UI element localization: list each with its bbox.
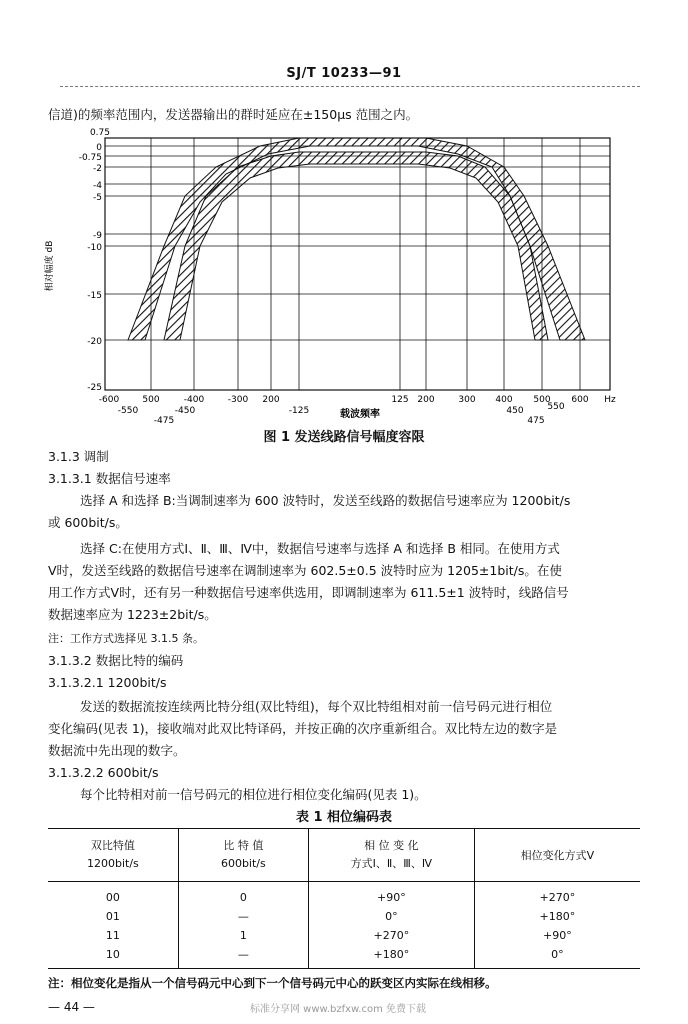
paragraph-line: Ⅴ时，发送至线路的数据信号速率在调制速率为 602.5±0.5 波特时应为 1205±1bit/s。在使 [48, 563, 562, 578]
x-tick-label: -600 [98, 395, 120, 405]
y-tick-label: -10 [87, 243, 102, 253]
x-axis-title: 载波频率 [340, 409, 380, 420]
y-tick-label: -0.75 [78, 153, 102, 163]
watermark: 标准分享网 www.bzfxw.com 免费下载 [250, 1004, 426, 1015]
x-tick-label: -300 [227, 395, 249, 405]
y-tick-label: 0.75 [89, 128, 110, 138]
y-tick-label: -9 [93, 231, 102, 241]
x-tick-label: 200 [417, 395, 435, 405]
y-tick-label: -20 [87, 337, 102, 347]
standard-number: SJ/T 10233—91 [286, 66, 402, 81]
table-title: 表 1 相位编码表 [295, 810, 393, 825]
section-heading-3-1-3-1: 3.1.3.1 数据信号速率 [48, 471, 171, 486]
paragraph-line: 选择 A 和选择 B:当调制速率为 600 波特时，发送至线路的数据信号速率应为 1200bit/s [80, 493, 571, 508]
header-divider [60, 86, 640, 87]
x-tick-label: 550 [547, 402, 565, 412]
page-number: — 44 — [48, 1000, 95, 1014]
x-tick-label: -125 [288, 406, 310, 416]
y-tick-label: -15 [87, 291, 102, 301]
table-header: 相 位 变 化 方式Ⅰ、Ⅱ、Ⅲ、Ⅳ [308, 829, 474, 882]
table-footnote: 注：相位变化是指从一个信号码元中心到下一个信号码元中心的跃变区内实际在线相移。 [48, 976, 497, 990]
section-heading-3-1-3: 3.1.3 调制 [48, 449, 109, 464]
y-tick-label: -25 [87, 383, 102, 393]
x-tick-label: 200 [262, 395, 280, 405]
y-tick-label: -5 [93, 193, 102, 203]
section-heading-3-1-3-2: 3.1.3.2 数据比特的编码 [48, 653, 184, 668]
paragraph-line: 每个比特相对前一信号码元的相位进行相位变化编码(见表 1)。 [80, 787, 427, 802]
x-tick-label: 450 [506, 406, 524, 416]
table-row: 01 — 0° +180° [48, 907, 640, 926]
x-tick-label: 475 [527, 416, 545, 426]
table-header: 双比特值 1200bit/s [48, 829, 178, 882]
table-row: 00 0 +90° +270° [48, 882, 640, 908]
paragraph-line: 选择 C:在使用方式Ⅰ、Ⅱ、Ⅲ、Ⅳ中，数据信号速率与选择 A 和选择 B 相同。在使用方式 [80, 541, 560, 556]
paragraph-line: 变化编码(见表 1)，接收端对此双比特译码，并按正确的次序重新组合。双比特左边的数字是 [48, 721, 558, 736]
x-tick-label: 500 [142, 395, 160, 405]
phase-encoding-table [48, 828, 640, 969]
amplitude-tolerance-chart [40, 126, 640, 426]
x-axis-unit: Hz [604, 395, 616, 405]
paragraph-line: 数据流中先出现的数字。 [48, 743, 186, 758]
intro-text: 信道)的频率范围内，发送器输出的群时延应在±150μs 范围之内。 [48, 107, 419, 122]
y-axis-title: 相对幅度 dB [45, 240, 55, 292]
paragraph-line: 数据速率应为 1223±2bit/s。 [48, 607, 217, 622]
x-tick-label: 500 [533, 395, 551, 405]
y-tick-label: -2 [93, 164, 102, 174]
table-row: 10 — +180° 0° [48, 945, 640, 969]
x-tick-label: -450 [174, 406, 196, 416]
table-row: 11 1 +270° +90° [48, 926, 640, 945]
paragraph-line: 或 600bit/s。 [48, 515, 128, 530]
table-header: 相位变化方式Ⅴ [474, 829, 640, 882]
figure-caption: 图 1 发送线路信号幅度容限 [263, 430, 425, 445]
x-tick-label: 400 [495, 395, 513, 405]
table-header: 比 特 值 600bit/s [178, 829, 308, 882]
x-tick-label: -475 [153, 416, 175, 426]
x-tick-label: 600 [571, 395, 589, 405]
paragraph-line: 发送的数据流按连续两比特分组(双比特组)，每个双比特组相对前一信号码元进行相位 [80, 699, 553, 714]
x-tick-label: -400 [183, 395, 205, 405]
x-tick-label: -550 [117, 406, 139, 416]
note-text: 注：工作方式选择见 3.1.5 条。 [48, 632, 204, 645]
section-heading-3-1-3-2-2: 3.1.3.2.2 600bit/s [48, 765, 159, 780]
x-tick-label: 300 [458, 395, 476, 405]
section-heading-3-1-3-2-1: 3.1.3.2.1 1200bit/s [48, 675, 167, 690]
y-tick-label: -4 [93, 181, 102, 191]
x-tick-label: 125 [391, 395, 409, 405]
paragraph-line: 用工作方式Ⅴ时，还有另一种数据信号速率供选用，即调制速率为 611.5±1 波特时，线路信号 [48, 585, 569, 600]
y-tick-label: 0 [96, 143, 102, 153]
